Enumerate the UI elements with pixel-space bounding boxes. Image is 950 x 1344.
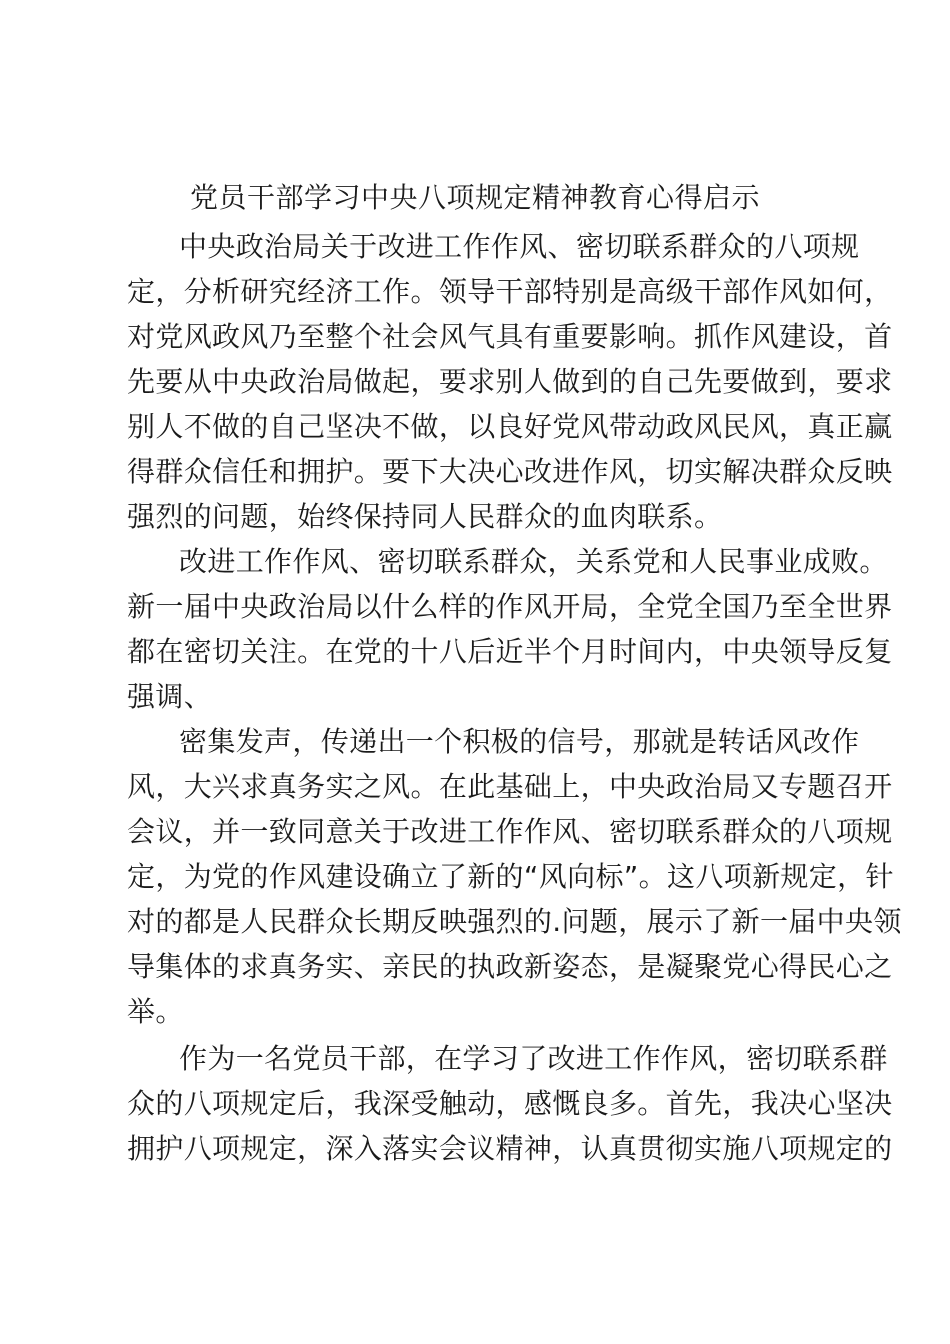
paragraph-line: 定，为党的作风建设确立了新的“风向标”。这八项新规定，针 xyxy=(127,860,894,893)
paragraph-line: 举。 xyxy=(127,995,184,1028)
paragraph-line: 对的都是人民群众长期反映强烈的.问题，展示了新一届中央领 xyxy=(127,905,902,938)
paragraph-line: 作为一名党员干部，在学习了改进工作作风，密切联系群 xyxy=(179,1042,888,1075)
paragraph-line: 定，分析研究经济工作。领导干部特别是高级干部作风如何， xyxy=(127,275,893,308)
paragraph-line: 强调、 xyxy=(127,680,213,713)
paragraph-line: 对党风政风乃至整个社会风气具有重要影响。抓作风建设，首 xyxy=(127,320,893,353)
paragraph-line: 会议，并一致同意关于改进工作作风、密切联系群众的八项规 xyxy=(127,815,893,848)
paragraph-line: 都在密切关注。在党的十八后近半个月时间内，中央领导反复 xyxy=(127,635,893,668)
paragraph-line: 导集体的求真务实、亲民的执政新姿态，是凝聚党心得民心之 xyxy=(127,950,893,983)
paragraph-line: 先要从中央政治局做起，要求别人做到的自己先要做到，要求 xyxy=(127,365,893,398)
paragraph-line: 密集发声，传递出一个积极的信号，那就是转话风改作 xyxy=(179,725,860,758)
document-body xyxy=(127,224,902,1171)
paragraph-line: 拥护八项规定，深入落实会议精神，认真贯彻实施八项规定的 xyxy=(127,1132,893,1165)
paragraph-line: 众的八项规定后，我深受触动，感慨良多。首先，我决心坚决 xyxy=(127,1087,893,1120)
paragraph-line: 新一届中央政治局以什么样的作风开局，全党全国乃至全世界 xyxy=(127,590,893,623)
paragraph-line: 中央政治局关于改进工作作风、密切联系群众的八项规 xyxy=(179,230,860,263)
paragraph-line: 强烈的问题，始终保持同人民群众的血肉联系。 xyxy=(127,500,723,533)
document-title: 党员干部学习中央八项规定精神教育心得启示 xyxy=(189,181,760,214)
paragraph-line: 风，大兴求真务实之风。在此基础上，中央政治局又专题召开 xyxy=(127,770,893,803)
paragraph-line: 得群众信任和拥护。要下大决心改进作风，切实解决群众反映 xyxy=(127,455,893,488)
paragraph-line: 改进工作作风、密切联系群众，关系党和人民事业成败。 xyxy=(179,545,888,578)
paragraph-line: 别人不做的自己坚决不做，以良好党风带动政风民风，真正赢 xyxy=(127,410,893,443)
